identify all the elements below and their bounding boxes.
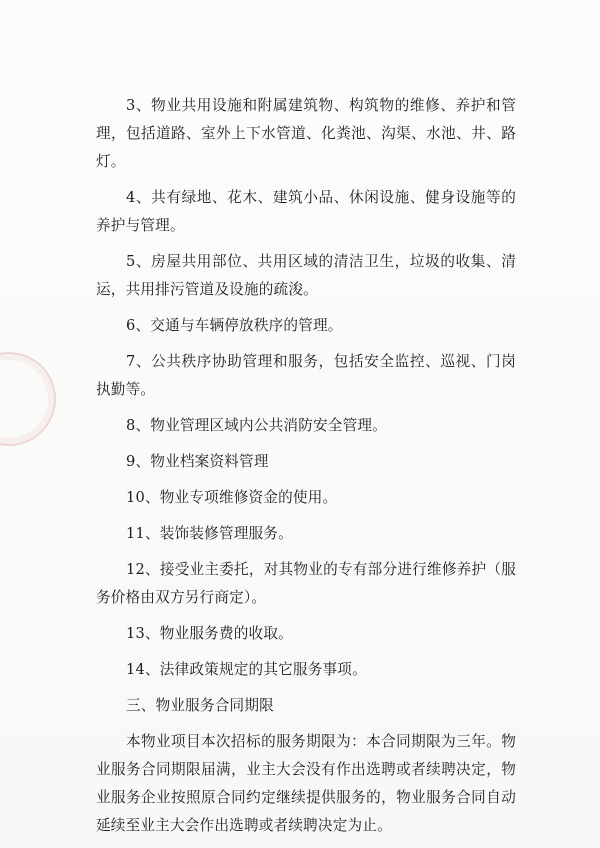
red-seal-stamp [0,352,56,446]
list-item: 9、物业档案资料管理 [126,453,269,470]
list-item: 6、交通与车辆停放秩序的管理。 [126,317,343,334]
list-item: 11、装饰装修管理服务。 [126,525,293,542]
list-item: 4、共有绿地、花木、建筑小品、休闲设施、健身设施等的养护与管理。 [96,189,516,234]
list-item: 7、公共秩序协助管理和服务，包括安全监控、巡视、门岗执勤等。 [96,353,516,398]
list-item: 8、物业管理区域内公共消防安全管理。 [126,417,387,434]
list-item: 5、房屋共用部位、共用区域的清洁卫生，垃圾的收集、清运，共用排污管道及设施的疏浚。 [96,253,516,298]
list-item: 3、物业共用设施和附属建筑物、构筑物的维修、养护和管理，包括道路、室外上下水管道、化粪池、沟渠、水池、井、路灯。 [96,97,516,170]
document-body [96,92,516,840]
list-item: 14、法律政策规定的其它服务事项。 [126,661,367,678]
section-paragraph: 本物业项目本次招标的服务期限为：本合同期限为三年。物业服务合同期限届满，业主大会没有作出选聘或者续聘决定，物业服务企业按照原合同约定继续提供服务的，物业服务合同自动延续至业主大会作出选聘或者续聘决定为止。 [96,733,516,834]
section-heading: 三、物业服务合同期限 [126,697,274,714]
list-item: 13、物业服务费的收取。 [126,625,293,642]
list-item: 10、物业专项维修资金的使用。 [126,489,338,506]
list-item: 12、接受业主委托，对其物业的专有部分进行维修养护（服务价格由双方另行商定）。 [96,561,516,606]
